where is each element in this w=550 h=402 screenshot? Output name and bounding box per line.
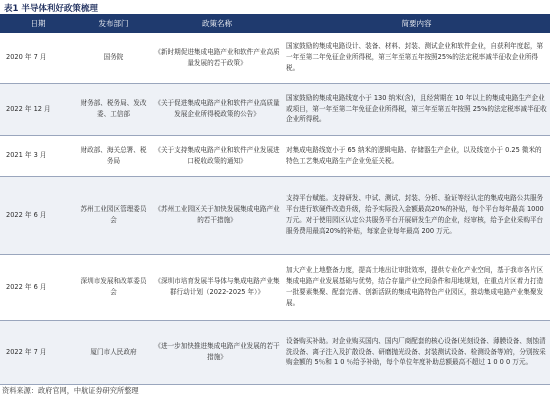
row-content: 支持平台赋能。支持研发、中试、测试、封装、分析、验证等经认定的集成电路公共服务平台进行软硬件改造升级，给予实际投入金额最高20%的补贴，每个平台每年最高 1000 万元。对于使用园区认定公共服务平台开展研发生产的企业，经审核，给予企业采购平台服务费用最高20%的补贴，每家企业每年最高 200 万元。 — [283, 176, 550, 254]
row-dept: 财务部、税务局、发改委、工信部 — [76, 83, 151, 135]
row-policy: 《深圳市培育发展半导体与集成电路产业集群行动计划（2022-2025 年）》 — [151, 254, 283, 320]
row-dept: 深圳市发展和改革委员会 — [76, 254, 151, 320]
source-note: 资料来源：政府官网，中航证券研究所整理 — [2, 386, 139, 395]
header-date: 日期 — [0, 14, 76, 33]
row-date: 2022 年 12 月 — [0, 83, 76, 135]
row-policy: 《关于支持集成电路产业和软件产业发展进口税收政策的通知》 — [151, 135, 283, 176]
row-date: 2022 年 7 月 — [0, 320, 76, 384]
header-dept: 发布部门 — [76, 14, 151, 33]
row-dept: 厦门市人民政府 — [76, 320, 151, 384]
row-date: 2020 年 7 月 — [0, 33, 76, 83]
table-row — [0, 83, 550, 135]
row-dept: 财政部、海关总署、税务局 — [76, 135, 151, 176]
row-content: 国家鼓励的集成电路设计、装备、材料、封装、测试企业和软件企业，自获利年度起，第一年至第二年免征企业所得税，第三年至第五年按照25%的法定税率减半征收企业所得税。 — [283, 33, 550, 83]
table-row — [0, 135, 550, 176]
row-dept: 苏州工业园区管理委员会 — [76, 176, 151, 254]
table-header-row — [0, 14, 550, 33]
row-policy: 《苏州工业园区关于加快发展集成电路产业的若干措施》 — [151, 176, 283, 254]
table-row — [0, 320, 550, 384]
policy-table — [0, 14, 550, 385]
row-content: 设备购买补助。对企业购买国内、国内厂商配套的核心设备(光刻设备、薄膜设备、刻蚀清洗设备、离子注入及扩散设备、研磨抛光设备、封装测试设备、检测设备等)的，分别按采购金额的 5％和 1 0 ％给予补助，每个单位年度补助总额最高不超过 1 0 0 0 万元。 — [283, 320, 550, 384]
row-dept: 国务院 — [76, 33, 151, 83]
table-title: 表1 半导体利好政策梳理 — [4, 4, 98, 14]
row-policy: 《新时期促进集成电路产业和软件产业高质量发展的若干政策》 — [151, 33, 283, 83]
row-date: 2022 年 6 月 — [0, 254, 76, 320]
row-content: 国家鼓励的集成电路线宽小于 130 纳米(含)，且经营期在 10 年以上的集成电路生产企业或项目，第一年至第二年免征企业所得税，第三年至第五年按照 25%的法定税率减半征收企业所得税。 — [283, 83, 550, 135]
header-content: 简要内容 — [283, 14, 550, 33]
row-policy: 《进一步加快推进集成电路产业发展的若干措施》 — [151, 320, 283, 384]
table-row — [0, 254, 550, 320]
row-date: 2022 年 6 月 — [0, 176, 76, 254]
row-date: 2021 年 3 月 — [0, 135, 76, 176]
table-row — [0, 33, 550, 83]
row-policy: 《关于促进集成电路产业和软件产业高质量发展企业所得税政策的公告》 — [151, 83, 283, 135]
table-row — [0, 176, 550, 254]
row-content: 对集成电路线宽小于 65 纳米的逻辑电路、存储器生产企业，以及线宽小于 0.25 微米的特色工艺集成电路生产企业免征关税。 — [283, 135, 550, 176]
row-content: 加大产业上地整备力度，提高土地出让审批效率，提供专业化产业空间，基于我市各片区集成电路产业发展基础与优势，结合存量产业空间条件和用地规划，在重点片区着力打造一批要素集聚、配套完善、创新活跃的集成电路特色产业园区，推动集成电路产业集聚发展。 — [283, 254, 550, 320]
header-policy: 政策名称 — [151, 14, 283, 33]
